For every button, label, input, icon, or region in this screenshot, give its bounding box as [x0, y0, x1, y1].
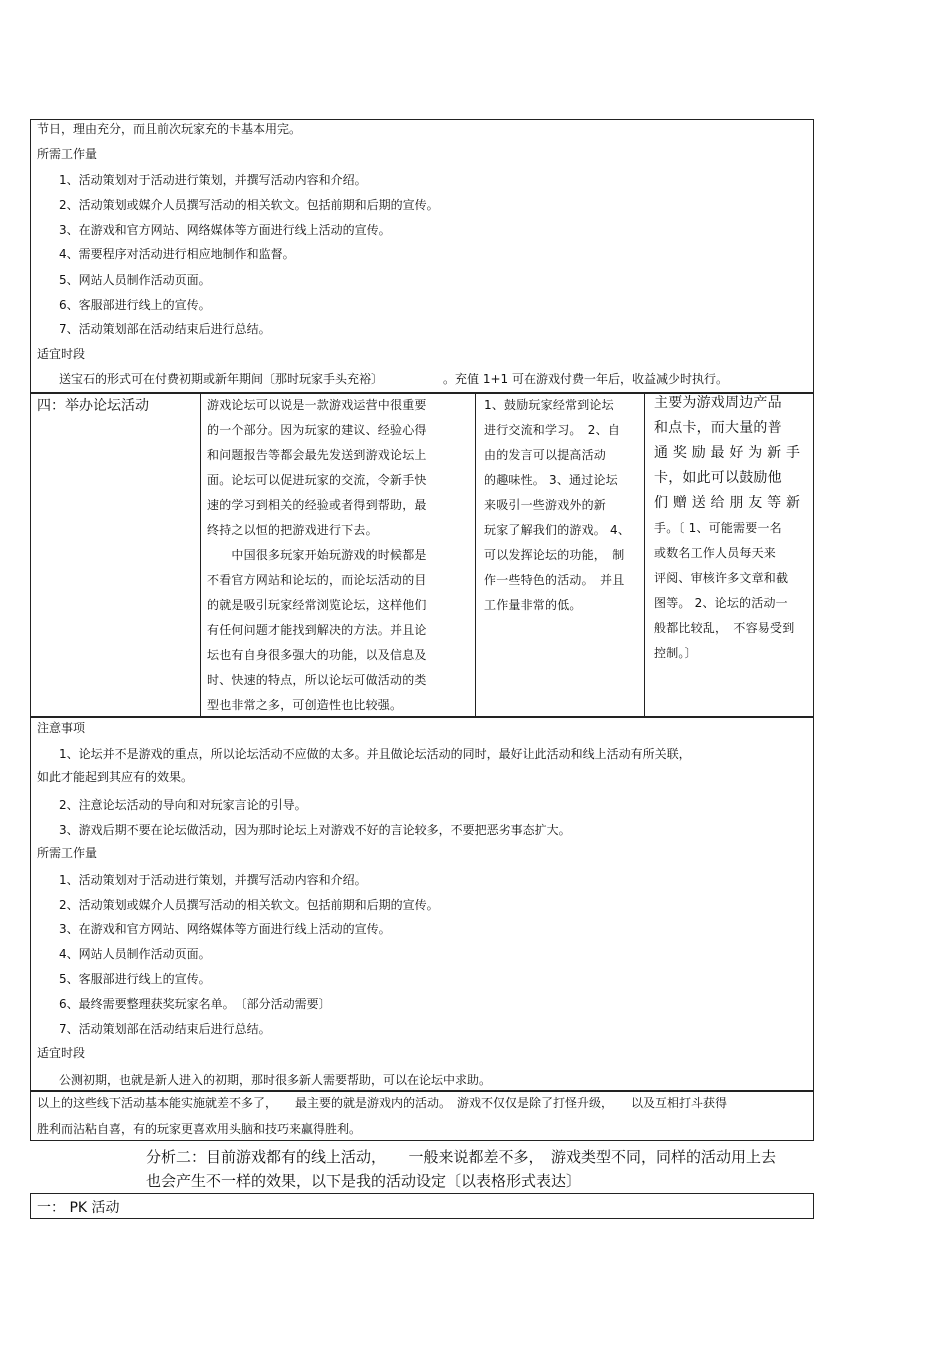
block1-workload-item-1: 1、活动策划对于活动进行策划，并撰写活动内容和介绍。: [59, 173, 367, 187]
forum-description-line: 不看官方网站和论坛的，而论坛活动的目: [207, 573, 427, 587]
forum-description-line: 的一个部分。因为玩家的建议、经验心得: [207, 423, 427, 437]
forum-purpose-line: 1、鼓励玩家经常到论坛: [484, 398, 614, 412]
forum-rewards: [654, 391, 810, 516]
forum-purpose-line: 可以发挥论坛的功能， 制: [484, 548, 625, 562]
forum-rewards-note-line: 图等。 2、论坛的活动一: [654, 596, 788, 610]
block2-workload-item-7: 7、活动策划部在活动结束后进行总结。: [59, 1022, 271, 1036]
analysis-line-2: 也会产生不一样的效果，以下是我的活动设定〔以表格形式表达〕: [146, 1172, 582, 1190]
block1-timing-text-a: 送宝石的形式可在付费初期或新年期间〔那时玩家手头充裕〕: [59, 372, 384, 386]
notes-item-3: 3、游戏后期不要在论坛做活动，因为那时论坛上对游戏不好的言论较多，不要把恶劣事态扩大。: [59, 823, 571, 837]
block2-workload-item-1: 1、活动策划对于活动进行策划，并撰写活动内容和介绍。: [59, 873, 367, 887]
forum-rewards-line: 们 赠 送 给 朋 友 等 新: [654, 495, 801, 511]
forum-description: [207, 393, 472, 718]
forum-description-line: 游戏论坛可以说是一款游戏运营中很重要: [207, 398, 427, 412]
block1-workload-title: 所需工作量: [37, 147, 98, 161]
block2-workload-item-5: 5、客服部进行线上的宣传。: [59, 972, 211, 986]
block2-workload-item-6: 6、最终需要整理获奖玩家名单。 〔部分活动需要〕: [59, 997, 331, 1011]
block2-workload-item-4: 4、网站人员制作活动页面。: [59, 947, 211, 961]
forum-purpose-line: 的趣味性。 3、通过论坛: [484, 473, 618, 487]
block1-workload-item-2: 2、活动策划或媒介人员撰写活动的相关软文。包括前期和后期的宣传。: [59, 198, 439, 212]
notes-item-1: 1、论坛并不是游戏的重点，所以论坛活动不应做的太多。并且做论坛活动的同时，最好让此活动和线上活动有所关联，: [59, 747, 691, 761]
forum-rewards-line: 和点卡，而大量的普: [654, 420, 782, 436]
forum-description-line: 中国很多玩家开始玩游戏的时候都是: [207, 548, 427, 562]
block1-timing-title: 适宜时段: [37, 347, 86, 361]
block1-workload-item-6: 6、客服部进行线上的宣传。: [59, 298, 211, 312]
forum-purpose-line: 玩家了解我们的游戏。 4、: [484, 523, 631, 537]
forum-rewards-note-line: 般都比较乱， 不容易受到: [654, 621, 795, 635]
forum-col-divider-1: [200, 393, 201, 717]
notes-item-1-cont: 如此才能起到其应有的效果。: [37, 770, 194, 784]
block1-intro: 节日，理由充分，而且前次玩家充的卡基本用完。: [37, 122, 302, 136]
forum-description-line: 终持之以恒的把游戏进行下去。: [207, 523, 378, 537]
forum-col-divider-3: [644, 393, 645, 717]
block2-workload-item-3: 3、在游戏和官方网站、网络媒体等方面进行线上活动的宣传。: [59, 922, 391, 936]
forum-rewards-line: 通 奖 励 最 好 为 新 手: [654, 445, 801, 461]
forum-description-line: 的就是吸引玩家经常浏览论坛，这样他们: [207, 598, 427, 612]
block2-workload-title: 所需工作量: [37, 846, 98, 860]
forum-rewards-note-line: 控制。〕: [654, 646, 697, 660]
forum-rewards-line: 主要为游戏周边产品: [654, 395, 782, 411]
forum-rewards-note-line: 评阅、审核许多文章和截: [654, 571, 789, 585]
forum-rewards-notes: [654, 516, 810, 666]
summary-line-1: 以上的这些线下活动基本能实施就差不多了， 最主要的就是游戏内的活动。 游戏不仅仅是除了打怪升级， 以及互相打斗获得: [37, 1096, 728, 1110]
forum-description-line: 坛也有自身很多强大的功能，以及信息及: [207, 648, 427, 662]
summary-line-2: 胜利而沾粘自喜，有的玩家更喜欢用头脑和技巧来赢得胜利。: [37, 1122, 362, 1136]
forum-purpose-line: 进行交流和学习。 2、自: [484, 423, 621, 437]
forum-description-line: 时、快速的特点，所以论坛可做活动的类: [207, 673, 427, 687]
forum-purpose-line: 工作量非常的低。: [484, 598, 582, 612]
forum-purpose: [484, 393, 642, 618]
block2-timing-title: 适宜时段: [37, 1046, 86, 1060]
forum-description-line: 有任何问题才能找到解决的方法。并且论: [207, 623, 427, 637]
forum-rewards-note-line: 或数名工作人员每天来: [654, 546, 777, 560]
block2-timing-text: 公测初期，也就是新人进入的初期，那时很多新人需要帮助，可以在论坛中求助。: [59, 1073, 492, 1087]
block1-workload-item-4: 4、需要程序对活动进行相应地制作和监督。: [59, 247, 295, 261]
block1-timing-text-b: 。充值 1+1 可在游戏付费一年后，收益减少时执行。: [443, 372, 728, 386]
analysis-line-1: 分析二：目前游戏都有的线上活动， 一般来说都差不多， 游戏类型不同，同样的活动用上去: [146, 1148, 777, 1166]
forum-purpose-line: 由的发言可以提高活动: [484, 448, 607, 462]
forum-description-line: 型也非常之多，可创造性也比较强。: [207, 698, 403, 712]
forum-description-line: 面。论坛可以促进玩家的交流，令新手快: [207, 473, 427, 487]
forum-purpose-line: 作一些特色的活动。 并且: [484, 573, 625, 587]
forum-description-line: 速的学习到相关的经验或者得到帮助，最: [207, 498, 427, 512]
block1-workload-item-7: 7、活动策划部在活动结束后进行总结。: [59, 322, 271, 336]
pk-box: [30, 1193, 814, 1219]
forum-col-divider-2: [475, 393, 476, 717]
forum-title: 四：举办论坛活动: [37, 398, 149, 414]
forum-rewards-note-line: 手。〔 1、可能需要一名: [654, 521, 782, 535]
notes-item-2: 2、注意论坛活动的导向和对玩家言论的引导。: [59, 798, 307, 812]
forum-rewards-line: 卡，如此可以鼓励他: [654, 470, 782, 486]
notes-title: 注意事项: [37, 721, 86, 735]
block1-workload-item-5: 5、网站人员制作活动页面。: [59, 273, 211, 287]
forum-description-line: 和问题报告等都会最先发送到游戏论坛上: [207, 448, 427, 462]
pk-title: 一： PK 活动: [37, 1200, 120, 1216]
forum-purpose-line: 来吸引一些游戏外的新: [484, 498, 607, 512]
block2-workload-item-2: 2、活动策划或媒介人员撰写活动的相关软文。包括前期和后期的宣传。: [59, 898, 439, 912]
block1-workload-item-3: 3、在游戏和官方网站、网络媒体等方面进行线上活动的宣传。: [59, 223, 391, 237]
